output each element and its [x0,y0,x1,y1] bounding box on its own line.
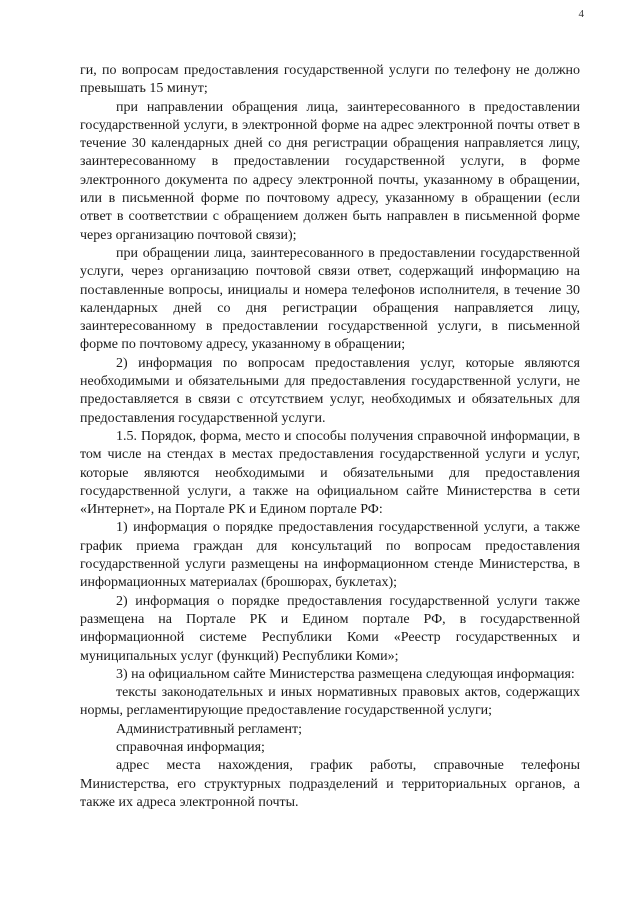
paragraph: 1.5. Порядок, форма, место и способы получения справочной информации, в том числе на стендах в местах предоставления государственной услуги и услуг, которые являются необходимыми и обязательными для предоставления государственной услуги, а также на официальном сайте Министерства в сети «Интернет», на Портале РК и Едином портале РФ: [80,428,580,518]
paragraph: тексты законодательных и иных нормативных правовых актов, содержащих нормы, регламентирующие предоставление государственной услуги; [80,685,580,719]
paragraph: при обращении лица, заинтересованного в предоставлении государственной услуги, через организацию почтовой связи ответ, содержащий информацию на поставленные вопросы, инициалы и номера телефонов исполнителя, в течение 30 календарных дней со дня регистрации обращения направляется лицу, заинтересованному в предоставлении государственной услуги, в письменной форме по почтовому адресу, указанному в обращении; [80,245,580,353]
paragraph: 2) информация по вопросам предоставления услуг, которые являются необходимыми и обязательными для предоставления государственной услуги, не предоставляется в связи с отсутствием услуг, необходимых и обязательных для предоставления государственной услуги. [80,355,580,426]
document-body [80,62,580,812]
page-number: 4 [578,8,584,20]
paragraph: 1) информация о порядке предоставления государственной услуги, а также график приема граждан для консультаций по вопросам предоставления государственной услуги размещены на информационном стенде Министерства, в информационных материалах (брошюрах, буклетах); [80,520,580,591]
paragraph: 2) информация о порядке предоставления государственной услуги также размещена на Портале РК и Едином портале РФ, в государственной информационной системе Республики Коми «Реестр государственных и муниципальных услуг (функций) Республики Коми»; [80,593,580,664]
paragraph: адрес места нахождения, график работы, справочные телефоны Министерства, его структурных подразделений и территориальных органов, а также их адреса электронной почты. [80,758,580,810]
paragraph: Административный регламент; [116,721,303,737]
paragraph: 3) на официальном сайте Министерства размещена следующая информация: [116,666,575,682]
paragraph: при направлении обращения лица, заинтересованного в предоставлении государственной услуги, в электронной форме на адрес электронной почты ответ в течение 30 календарных дней со дня регистрации обращения направляется лицу, заинтересованному в предоставлении государственной услуги, в форме электронного документа по адресу электронной почты, указанному в обращении, или в письменной форме по почтовому адресу, указанному в обращении (если ответ в соответствии с обращением должен быть направлен в письменной форме через организацию почтовой связи); [80,99,580,243]
paragraph: справочная информация; [116,739,265,755]
paragraph: ги, по вопросам предоставления государственной услуги по телефону не должно превышать 15 минут; [80,63,580,97]
